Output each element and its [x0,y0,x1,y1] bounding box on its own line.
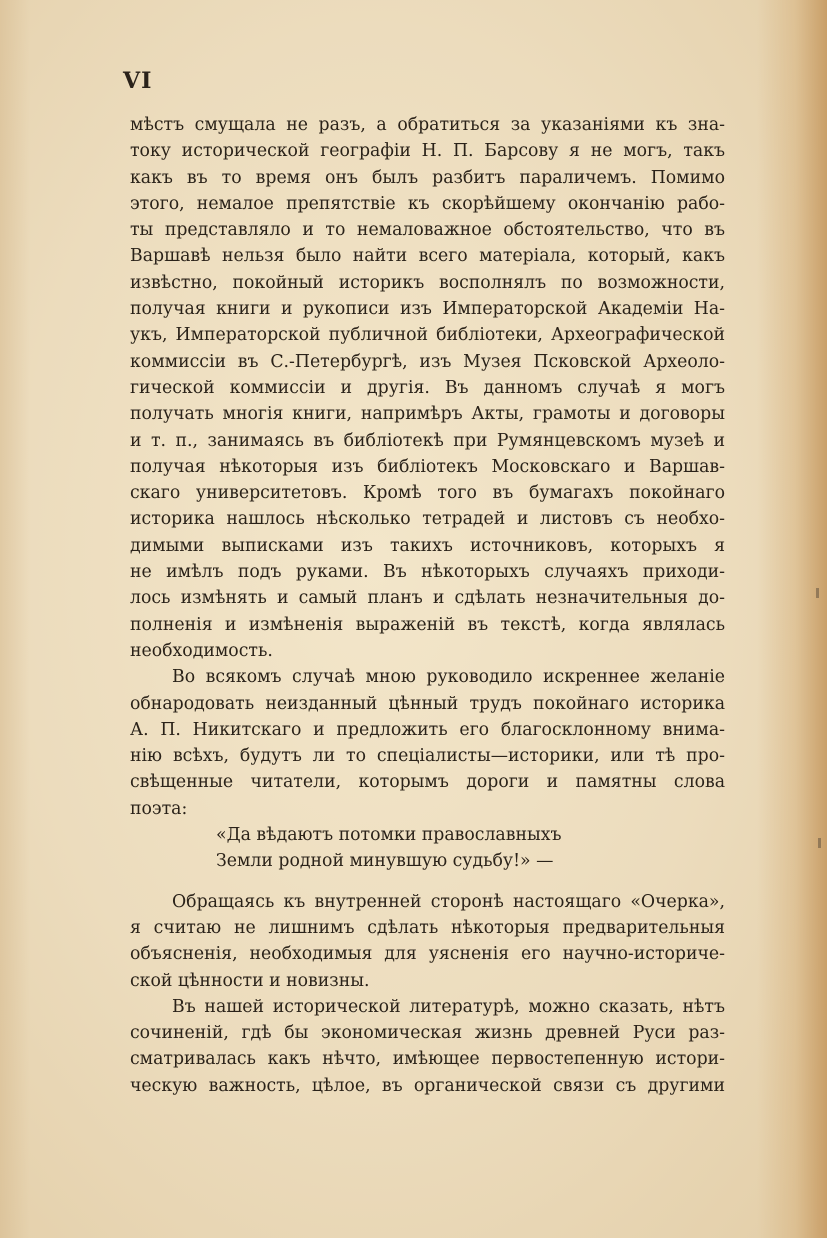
text-line: извѣстно, покойный историкъ восполнялъ по возможности, [130,272,725,293]
verse-quote [130,822,725,875]
text-line: гической коммиссіи и другія. Въ данномъ случаѣ я могъ [130,377,725,398]
text-line: Въ нашей исторической литературѣ, можно сказать, нѣтъ [172,996,725,1017]
text-line: какъ въ то время онъ былъ разбитъ параличемъ. Помимо [130,167,725,188]
text-line: сочиненій, гдѣ бы экономическая жизнь древней Руси раз- [130,1023,725,1044]
paragraph-3 [130,889,725,994]
text-line: ской цѣнности и новизны. [130,970,370,991]
text-line: обнародовать неизданный цѣнный трудъ покойнаго историка [130,693,725,714]
paragraph-4 [130,994,725,1099]
text-line: этого, немалое препятствіе къ скорѣйшему окончанію рабо- [130,193,725,214]
text-line: Во всякомъ случаѣ мною руководило искреннее желаніе [172,667,725,688]
text-line: я считаю не лишнимъ сдѣлать нѣкоторыя предварительныя [130,917,725,938]
page-number: VI [123,68,153,94]
page-right-edge-shadow [757,0,827,1238]
text-line: мѣстъ смущала не разъ, а обратиться за указаніями къ зна- [130,115,725,135]
verse-line: Земли родной минувшую судьбу!» — [216,851,554,872]
text-line: скаго университетовъ. Кромѣ того въ бумагахъ покойнаго [130,483,725,504]
text-line: току исторической географіи Н. П. Барсову я не могъ, такъ [130,141,725,162]
paragraph-2 [130,664,725,822]
text-line: и т. п., занимаясь въ библіотекѣ при Румянцевскомъ музеѣ и [130,430,725,451]
text-line: получать многія книги, напримѣръ Акты, грамоты и договоры [130,404,725,425]
text-line: ческую важность, цѣлое, въ органической связи съ другими [130,1075,725,1096]
text-line: не имѣлъ подъ руками. Въ нѣкоторыхъ случаяхъ приходи- [130,562,725,583]
verse-line: «Да вѣдаютъ потомки православныхъ [216,825,562,846]
text-line: укъ, Императорской публичной библіотеки, Археографической [130,325,725,346]
text-line: коммиссіи въ С.-Петербургѣ, изъ Музея Псковской Археоло- [130,351,725,372]
margin-speck [816,588,819,598]
text-line: получая книги и рукописи изъ Императорской Академіи На- [130,299,725,320]
text-line: историка нашлось нѣсколько тетрадей и листовъ съ необхо- [130,509,725,530]
text-line: Варшавѣ нельзя было найти всего матеріала, который, какъ [130,246,725,267]
text-line: ты представляло и то немаловажное обстоятельство, что въ [130,220,725,241]
text-line: получая нѣкоторыя изъ библіотекъ Московскаго и Варшав- [130,456,725,477]
text-line: объясненія, необходимыя для уясненія его научно-историче- [130,944,725,965]
text-line: необходимость. [130,640,273,661]
text-line: нію всѣхъ, будутъ ли то спеціалисты—историки, или тѣ про- [130,746,725,767]
text-line: димыми выписками изъ такихъ источниковъ, которыхъ я [130,535,725,556]
text-line: полненія и измѣненія выраженій въ текстѣ, когда являлась [130,614,725,635]
text-line: лось измѣнять и самый планъ и сдѣлать незначительныя до- [130,588,725,609]
text-line: сматривалась какъ нѣчто, имѣющее первостепенную истори- [130,1049,725,1070]
paragraph-1 [130,112,725,664]
text-line: А. П. Никитскаго и предложить его благосклонному внима- [130,719,725,740]
body-text [130,112,725,1099]
text-line: свѣщенные читатели, которымъ дороги и памятны слова [130,772,725,793]
spacer [130,875,725,889]
text-line: Обращаясь къ внутренней сторонѣ настоящаго «Очерка», [172,891,725,912]
text-line: поэта: [130,798,188,819]
page-left-edge-shadow [0,0,30,1238]
margin-speck [818,838,821,848]
